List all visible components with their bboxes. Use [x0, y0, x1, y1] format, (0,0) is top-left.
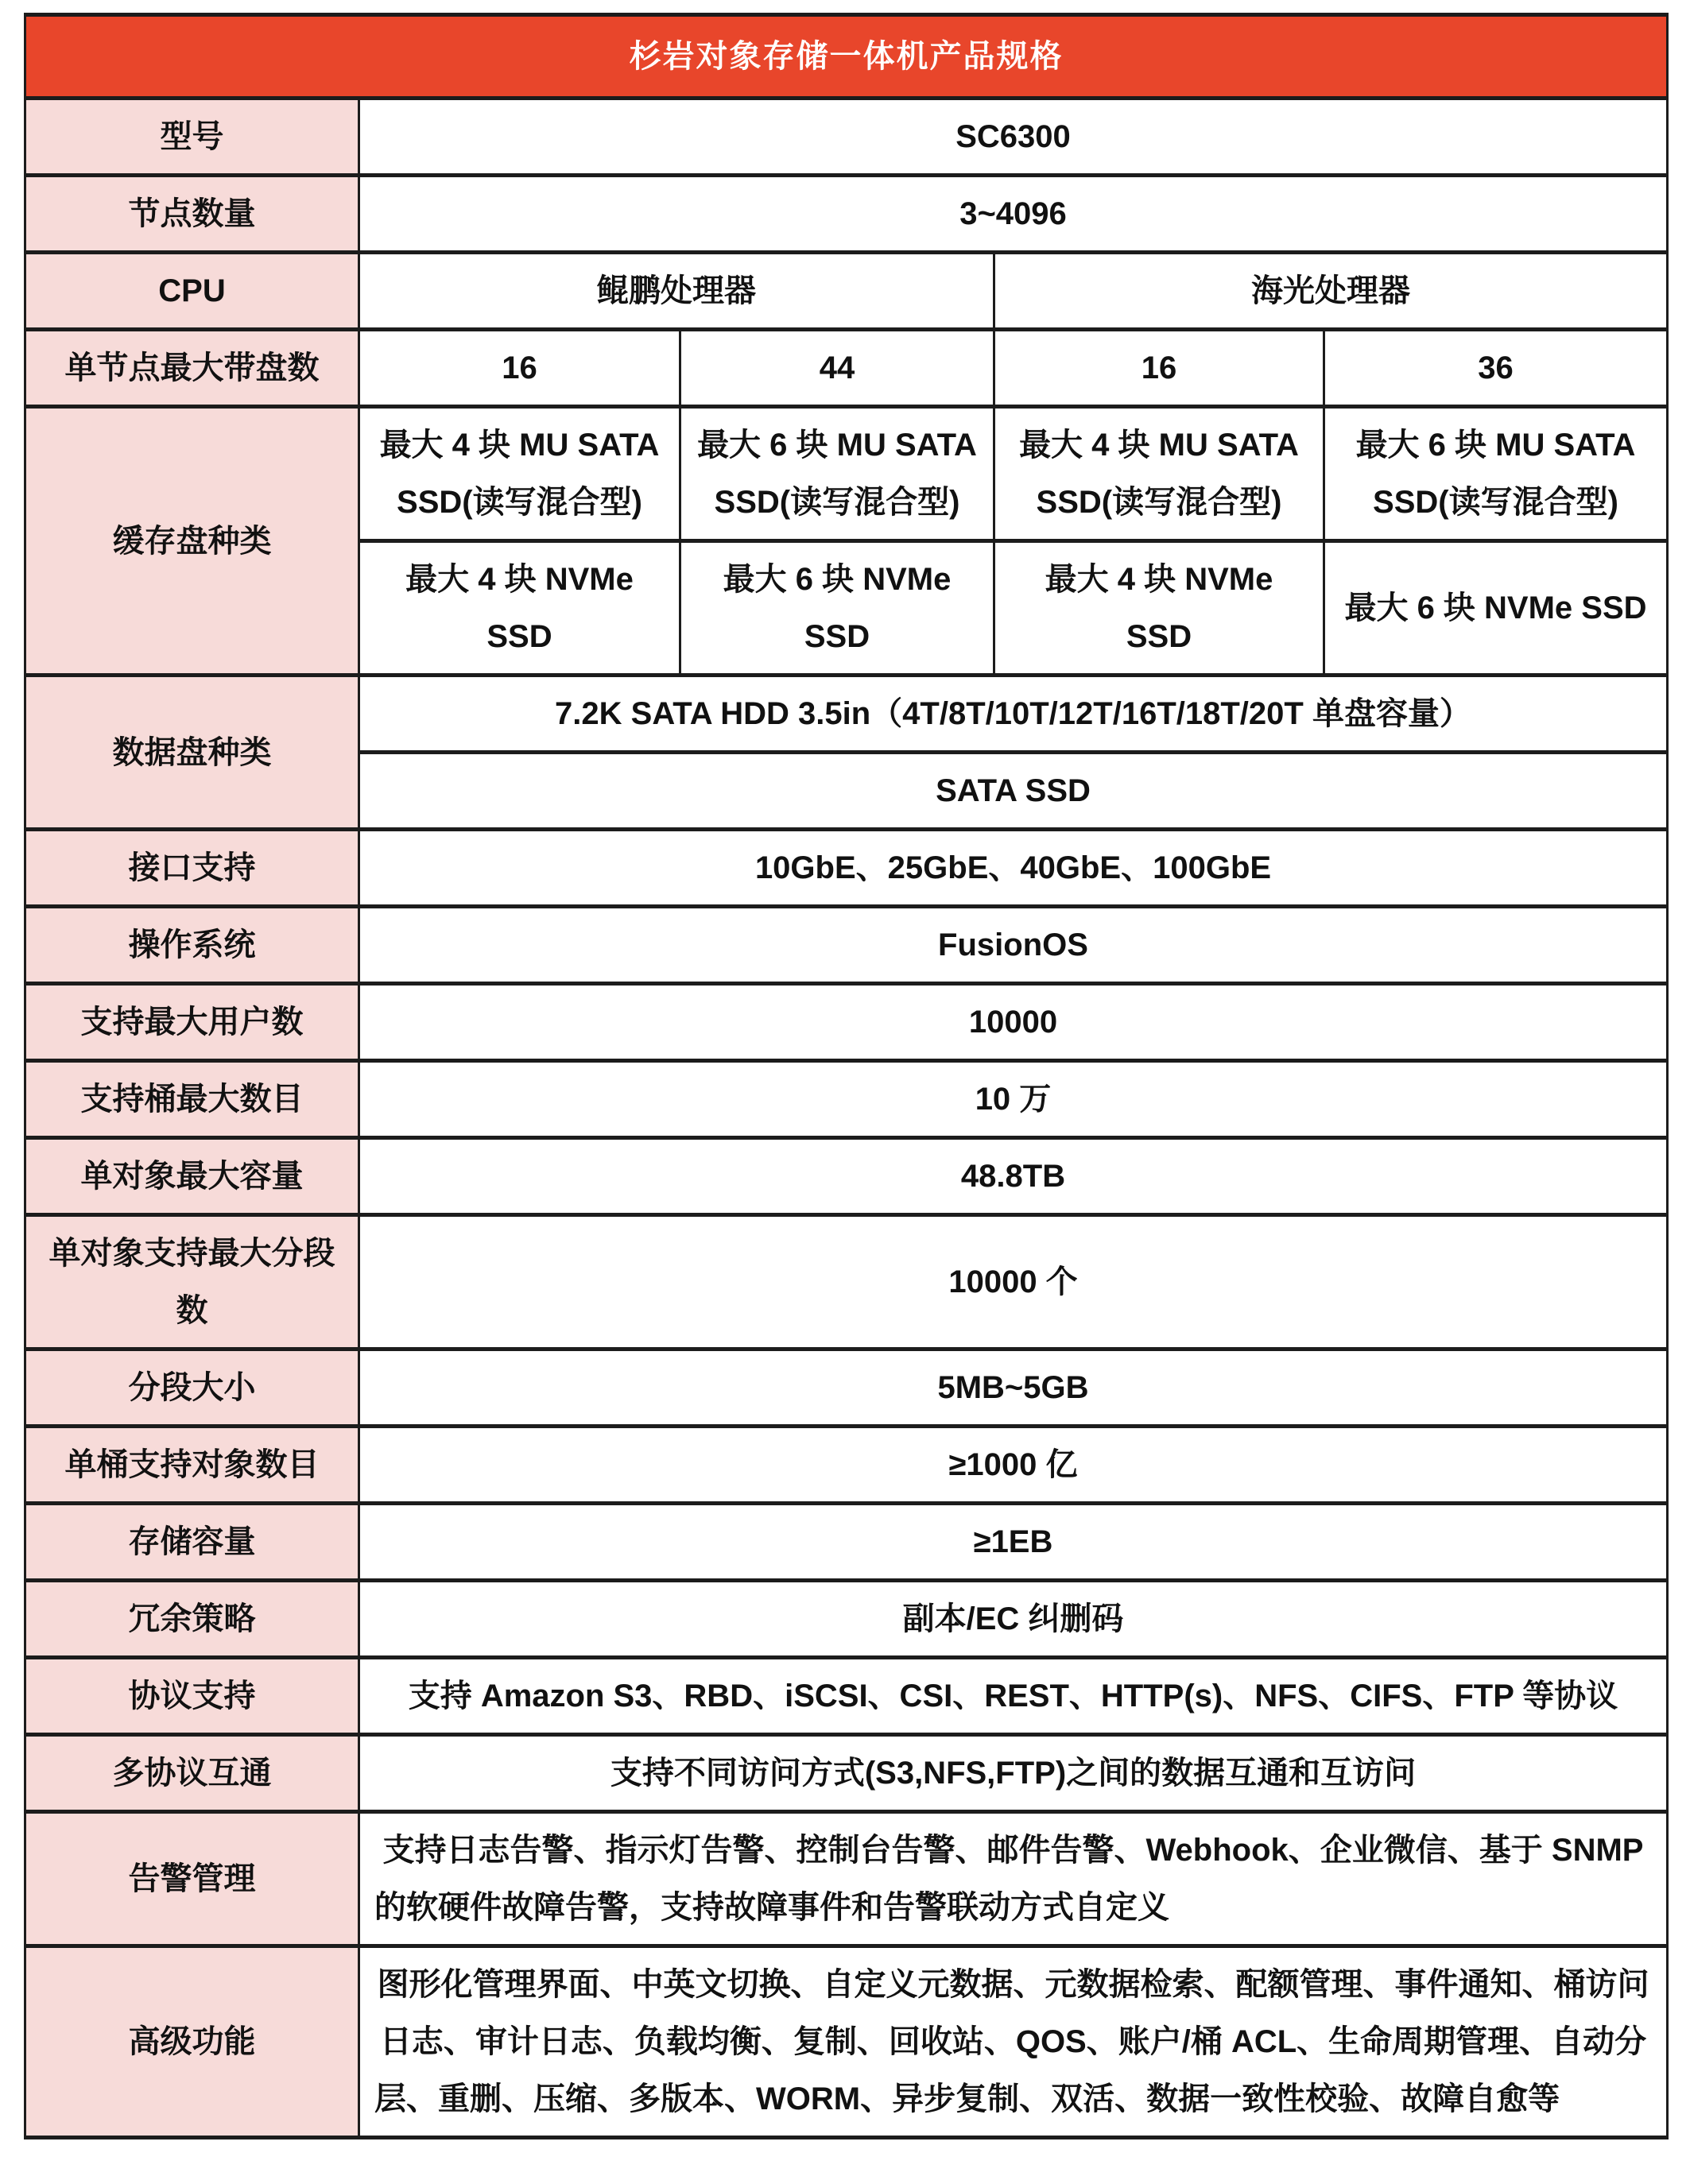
multi-protocol-value: 支持不同访问方式(S3,NFS,FTP)之间的数据互通和互访问 [359, 1735, 1668, 1812]
model-value: SC6300 [359, 99, 1668, 176]
row-max-users [25, 984, 1668, 1061]
objects-per-bucket-value: ≥1000 亿 [359, 1427, 1668, 1504]
advanced-features-label: 高级功能 [25, 1946, 359, 2138]
max-object-size-label: 单对象最大容量 [25, 1138, 359, 1215]
table-title: 杉岩对象存储一体机产品规格 [25, 15, 1668, 99]
max-disks-c1: 16 [359, 330, 680, 407]
interfaces-value: 10GbE、25GbE、40GbE、100GbE [359, 830, 1668, 907]
row-data-disk-hdd [25, 676, 1668, 753]
row-objects-per-bucket [25, 1427, 1668, 1504]
max-segments-label: 单对象支持最大分段数 [25, 1215, 359, 1350]
multi-protocol-label: 多协议互通 [25, 1735, 359, 1812]
interfaces-label: 接口支持 [25, 830, 359, 907]
row-redundancy [25, 1581, 1668, 1658]
segment-size-value: 5MB~5GB [359, 1350, 1668, 1427]
row-alarm-management [25, 1812, 1668, 1946]
row-storage-capacity [25, 1504, 1668, 1581]
row-cache-mu-sata [25, 407, 1668, 541]
cpu-kunpeng-value: 鲲鹏处理器 [359, 253, 994, 330]
protocols-label: 协议支持 [25, 1658, 359, 1735]
row-interfaces [25, 830, 1668, 907]
row-max-object-size [25, 1138, 1668, 1215]
max-users-label: 支持最大用户数 [25, 984, 359, 1061]
max-buckets-label: 支持桶最大数目 [25, 1061, 359, 1138]
storage-capacity-value: ≥1EB [359, 1504, 1668, 1581]
cpu-label: CPU [25, 253, 359, 330]
row-title [25, 15, 1668, 99]
data-disk-label: 数据盘种类 [25, 676, 359, 830]
storage-capacity-label: 存储容量 [25, 1504, 359, 1581]
protocols-value: 支持 Amazon S3、RBD、iSCSI、CSI、REST、HTTP(s)、NFS、CIFS、FTP 等协议 [359, 1658, 1668, 1735]
cache-disk-label: 缓存盘种类 [25, 407, 359, 676]
node-count-value: 3~4096 [359, 176, 1668, 253]
cache-nvme-c2: 最大 6 块 NVMe SSD [680, 541, 994, 676]
cache-mu-sata-c4: 最大 6 块 MU SATA SSD(读写混合型) [1324, 407, 1668, 541]
row-multi-protocol [25, 1735, 1668, 1812]
max-disks-label: 单节点最大带盘数 [25, 330, 359, 407]
os-label: 操作系统 [25, 907, 359, 984]
spec-table [24, 13, 1669, 2139]
row-max-buckets [25, 1061, 1668, 1138]
alarm-management-value: 支持日志告警、指示灯告警、控制台告警、邮件告警、Webhook、企业微信、基于 SNMP 的软硬件故障告警，支持故障事件和告警联动方式自定义 [359, 1812, 1668, 1946]
cache-nvme-c1: 最大 4 块 NVMe SSD [359, 541, 680, 676]
redundancy-label: 冗余策略 [25, 1581, 359, 1658]
objects-per-bucket-label: 单桶支持对象数目 [25, 1427, 359, 1504]
node-count-label: 节点数量 [25, 176, 359, 253]
alarm-management-label: 告警管理 [25, 1812, 359, 1946]
cache-mu-sata-c3: 最大 4 块 MU SATA SSD(读写混合型) [994, 407, 1324, 541]
row-protocols [25, 1658, 1668, 1735]
max-disks-c2: 44 [680, 330, 994, 407]
os-value: FusionOS [359, 907, 1668, 984]
cache-nvme-c3: 最大 4 块 NVMe SSD [994, 541, 1324, 676]
max-object-size-value: 48.8TB [359, 1138, 1668, 1215]
row-model [25, 99, 1668, 176]
segment-size-label: 分段大小 [25, 1350, 359, 1427]
row-max-segments [25, 1215, 1668, 1350]
advanced-features-value: 图形化管理界面、中英文切换、自定义元数据、元数据检索、配额管理、事件通知、桶访问日志、审计日志、负载均衡、复制、回收站、QOS、账户/桶 ACL、生命周期管理、自动分层、重删、压缩、多版本、WORM、异步复制、双活、数据一致性校验、故障自愈等 [359, 1946, 1668, 2138]
redundancy-value: 副本/EC 纠删码 [359, 1581, 1668, 1658]
max-segments-value: 10000 个 [359, 1215, 1668, 1350]
cache-nvme-c4: 最大 6 块 NVMe SSD [1324, 541, 1668, 676]
max-users-value: 10000 [359, 984, 1668, 1061]
data-disk-hdd-value: 7.2K SATA HDD 3.5in（4T/8T/10T/12T/16T/18T/20T 单盘容量） [359, 676, 1668, 753]
row-os [25, 907, 1668, 984]
cache-mu-sata-c1: 最大 4 块 MU SATA SSD(读写混合型) [359, 407, 680, 541]
max-buckets-value: 10 万 [359, 1061, 1668, 1138]
cache-mu-sata-c2: 最大 6 块 MU SATA SSD(读写混合型) [680, 407, 994, 541]
row-cpu [25, 253, 1668, 330]
row-segment-size [25, 1350, 1668, 1427]
model-label: 型号 [25, 99, 359, 176]
data-disk-ssd-value: SATA SSD [359, 753, 1668, 830]
max-disks-c3: 16 [994, 330, 1324, 407]
cpu-hygon-value: 海光处理器 [994, 253, 1668, 330]
row-advanced-features [25, 1946, 1668, 2138]
row-node-count [25, 176, 1668, 253]
row-max-disks [25, 330, 1668, 407]
max-disks-c4: 36 [1324, 330, 1668, 407]
